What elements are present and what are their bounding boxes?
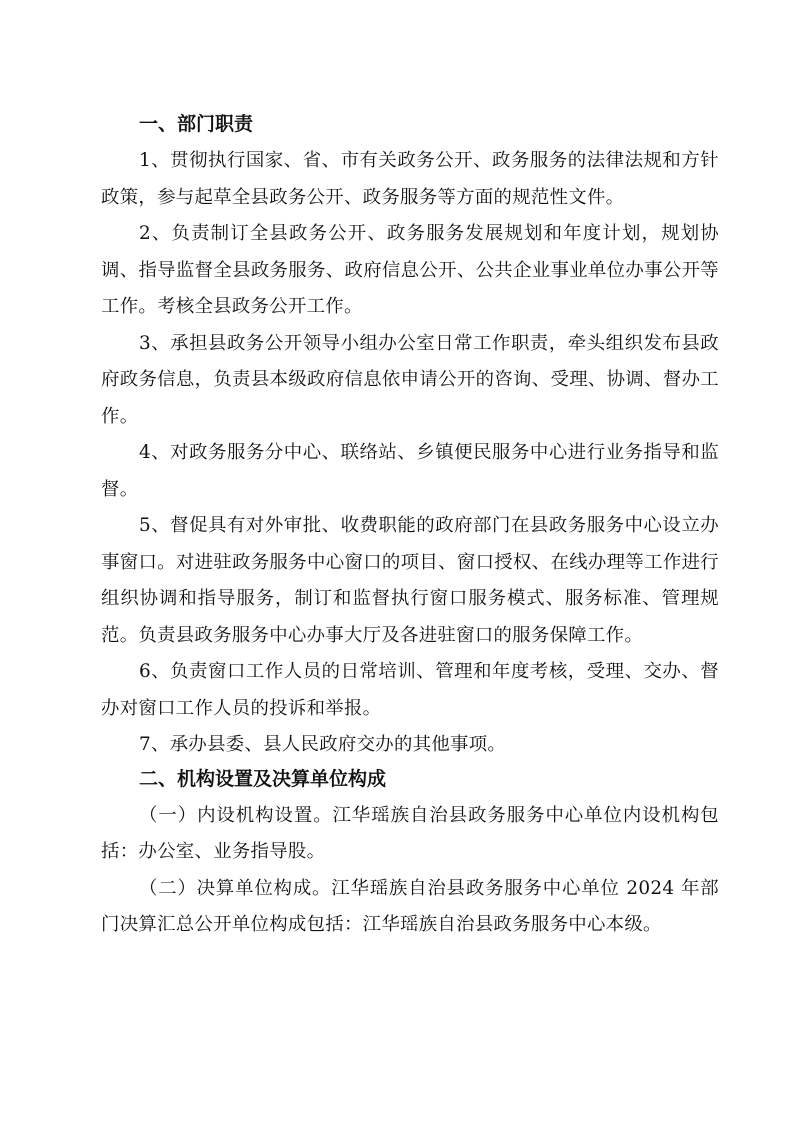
- duty-paragraph-5: 5、督促具有对外审批、收费职能的政府部门在县政务服务中心设立办事窗口。对进驻政务服务中心窗口的项目、窗口授权、在线办理等工作进行组织协调和指导服务，制订和监督执行窗口服务模式、服务标准、管理规范。负责县政务服务中心办事大厅及各进驻窗口的服务保障工作。: [101, 515, 719, 646]
- organization-paragraph-2: （二）决算单位构成。江华瑶族自治县政务服务中心单位 2024 年部门决算汇总公开单位构成包括：江华瑶族自治县政务服务中心本级。: [101, 877, 719, 935]
- section-heading-organization: 二、机构设置及决算单位构成: [139, 767, 387, 790]
- duty-paragraph-6: 6、负责窗口工作人员的日常培训、管理和年度考核，受理、交办、督办对窗口工作人员的投诉和举报。: [101, 661, 719, 719]
- duty-paragraph-1: 1、贯彻执行国家、省、市有关政务公开、政务服务的法律法规和方针政策，参与起草全县政务公开、政务服务等方面的规范性文件。: [101, 150, 719, 208]
- duty-paragraph-3: 3、承担县政务公开领导小组办公室日常工作职责，牵头组织发布县政府政务信息，负责县本级政府信息依申请公开的咨询、受理、协调、督办工作。: [101, 332, 719, 427]
- duty-paragraph-2: 2、负责制订全县政务公开、政务服务发展规划和年度计划，规划协调、指导监督全县政务服务、政府信息公开、公共企业事业单位办事公开等工作。考核全县政务公开工作。: [101, 223, 719, 317]
- duty-paragraph-7: 7、承办县委、县人民政府交办的其他事项。: [139, 734, 507, 755]
- duty-paragraph-4: 4、对政务服务分中心、联络站、乡镇便民服务中心进行业务指导和监督。: [101, 442, 719, 500]
- section-heading-duties: 一、部门职责: [139, 113, 254, 135]
- organization-paragraph-1: （一）内设机构设置。江华瑶族自治县政务服务中心单位内设机构包括：办公室、业务指导股。: [101, 804, 719, 862]
- document-body: [101, 109, 719, 944]
